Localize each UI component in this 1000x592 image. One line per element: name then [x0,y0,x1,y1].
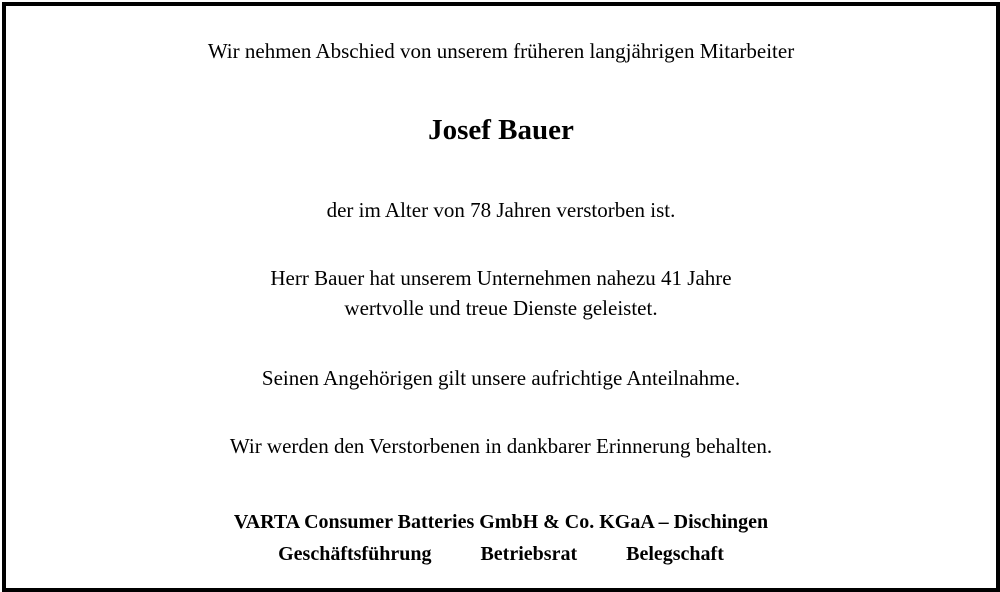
signer-works-council: Betriebsrat [480,543,578,565]
obituary-notice [2,2,1000,592]
condolence-text: Seinen Angehörigen gilt unsere aufrichtige Anteilnahme. [261,366,741,390]
intro-text: Wir nehmen Abschied von unserem früheren langjährigen Mitarbeiter [207,39,795,63]
memory-text: Wir werden den Verstorbenen in dankbarer Erinnerung behalten. [229,434,773,458]
signers-row [6,540,996,568]
signer-staff: Belegschaft [626,543,724,565]
age-text: der im Alter von 78 Jahren verstorben ist. [326,198,676,222]
service-text-line-1: Herr Bauer hat unserem Unternehmen nahezu 41 Jahre [270,266,732,290]
deceased-name: Josef Bauer [428,114,574,146]
signer-management: Geschäftsführung [278,543,432,565]
service-text-line-2: wertvolle und treue Dienste geleistet. [344,296,658,320]
company-name: VARTA Consumer Batteries GmbH & Co. KGaA – Dischingen [233,511,769,533]
